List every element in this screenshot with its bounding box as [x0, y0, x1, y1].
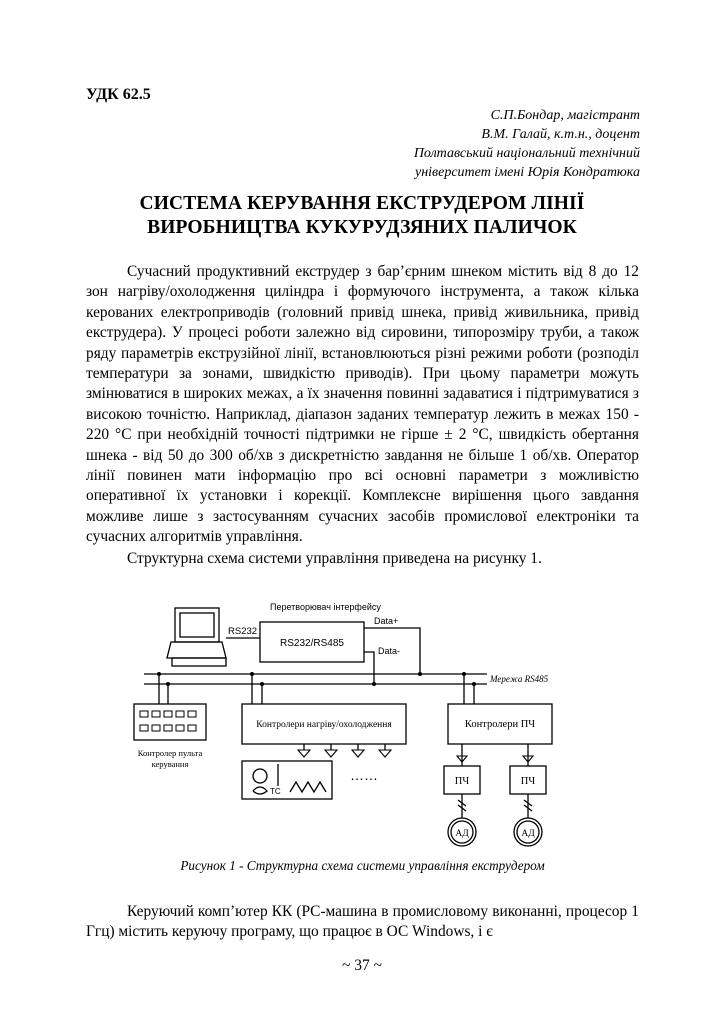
- title-line: СИСТЕМА КЕРУВАННЯ ЕКСТРУДЕРОМ ЛІНІЇ: [139, 193, 585, 214]
- author-line: В.М. Галай, к.т.н., доцент: [481, 127, 640, 142]
- paper-title: [86, 192, 638, 240]
- tc-label: ТС: [270, 787, 281, 796]
- affiliation-line: Полтавський національний технічний: [413, 146, 640, 161]
- keypad-icon: [140, 711, 196, 731]
- motor-2-label: АД: [521, 829, 535, 839]
- converter-title: Перетворювач інтерфейсу: [270, 602, 381, 612]
- network-label: Мережа RS485: [490, 674, 549, 684]
- console-label-2: керування: [151, 759, 189, 769]
- fc-1-label: ПЧ: [454, 776, 470, 787]
- paragraph-text: Керуючий комп’ютер КК (PC-машина в промисловому виконанні, процесор 1 Ггц) містить керуючу програму, що працює в ОС Windows, і є: [86, 903, 639, 941]
- author-line: С.П.Бондар, магістрант: [490, 108, 640, 123]
- paragraph-1: [86, 262, 639, 548]
- fc-controllers-label: Контролери ПЧ: [464, 719, 536, 730]
- motor-1-label: АД: [455, 829, 469, 839]
- data-minus-label: Data-: [378, 646, 401, 656]
- paragraph-3: [86, 902, 639, 943]
- author-block: [280, 106, 640, 182]
- title-line: ВИРОБНИЦТВА КУКУРУДЗЯНИХ ПАЛИЧОК: [147, 217, 577, 238]
- heating-controllers-label: Контролери нагріву/охолодження: [256, 720, 392, 730]
- page-number: ~ 37 ~: [341, 957, 383, 974]
- udk-code: УДК 62.5: [86, 86, 151, 103]
- rs232-label: RS232: [228, 626, 258, 637]
- paragraph-2: [86, 549, 639, 569]
- paragraph-text: Сучасний продуктивний екструдер з бар’єрним шнеком містить від 8 до 12 зон нагріву/охолодження циліндра і формуючого інструмента, а також кілька керованих електроприводів (головний привід шнека, привід живильника, привід екструдера). У процесі роботи залежно від сировини, типорозміру труби, а також ряду параметрів екструзійної лінії, встановлюються різні режими роботи (розподіл температури за зонами, швидкістю приводів). При цьому параметри можуть змінюватися в широких межах, а їх значення повинні задаватися і підтримуватися з високою точністю. Наприклад, діапазон заданих температур лежить в межах 150 - 220 °С при необхідній точності підтримки не гірше ± 2 °С, швидкість обертання шнека - від 50 до 300 об/хв з дискретністю завдання не більше 1 об/хв. Оператор лінії повинен мати інформацію про всі основні параметри з можливістю оперативної їх установки і корекції. Комплексне вирішення цього завдання можливе лише з застосуванням сучасних засобів промислової електроніки та сучасних алгоритмів управління.: [86, 263, 639, 546]
- paragraph-text: Структурна схема системи управління приведена на рисунку 1.: [127, 550, 542, 567]
- rs232-rs485-label: RS232/RS485: [280, 638, 344, 649]
- console-controller-box: [134, 704, 206, 740]
- computer-icon: [167, 608, 226, 666]
- console-label-1: Контролер пульта: [137, 748, 203, 758]
- data-plus-label: Data+: [374, 616, 399, 626]
- figure-caption: Рисунок 1 - Структурна схема системи управління екструдером: [180, 858, 545, 873]
- ellipsis-dots: ……: [350, 767, 378, 783]
- structure-diagram: [122, 596, 602, 856]
- affiliation-line: університет імені Юрія Кондратюка: [415, 165, 640, 180]
- fc-2-label: ПЧ: [520, 776, 536, 787]
